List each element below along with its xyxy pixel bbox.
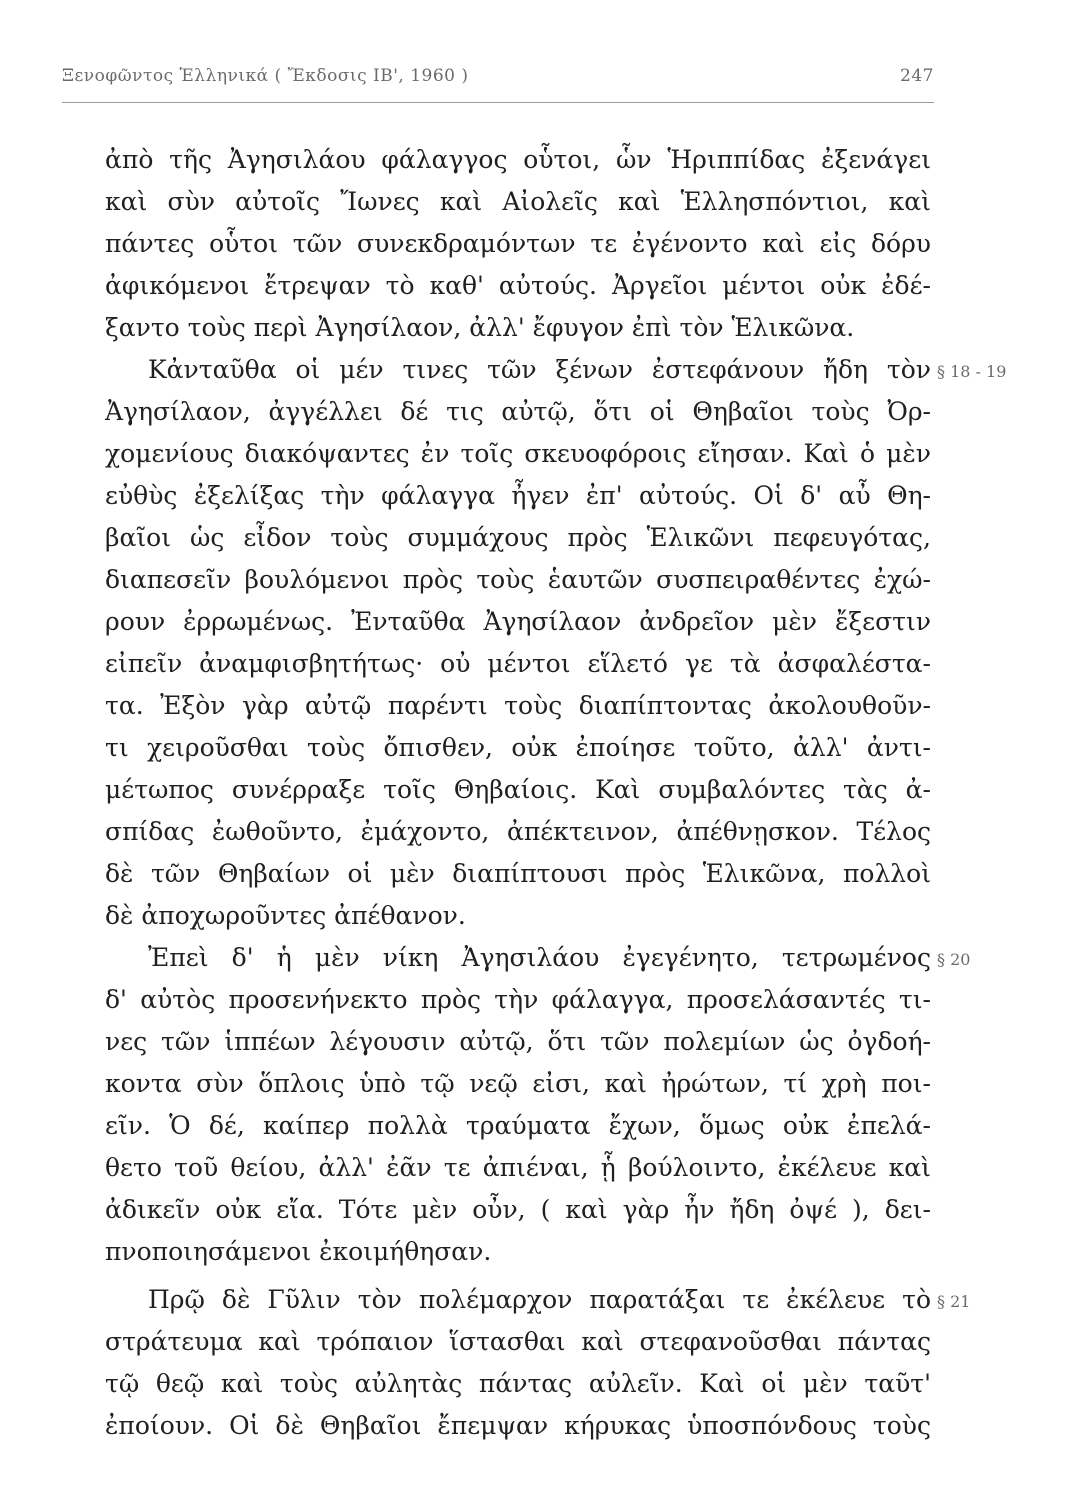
text-line: τῷ θεῷ καὶ τοὺς αὐλητὰς πάντας αὐλεῖν. Καὶ οἱ μὲν ταῦτ' [105,1369,931,1398]
text-line: ξαντο τοὺς περὶ Ἀγησίλαον, ἀλλ' ἔφυγον ἐπὶ τὸν Ἑλικῶνα. [105,313,855,342]
text-line: δὲ ἀποχωροῦντες ἀπέθανον. [105,901,466,930]
text-line: κοντα σὺν ὅπλοις ὑπὸ τῷ νεῷ εἰσι, καὶ ἠρώτων, τί χρὴ ποι- [105,1069,931,1098]
text-line: νες τῶν ἱππέων λέγουσιν αὐτῷ, ὅτι τῶν πολεμίων ὡς ὀγδοή- [105,1027,931,1056]
text-line: ἀπὸ τῆς Ἀγησιλάου φάλαγγος οὗτοι, ὧν Ἡριππίδας ἐξενάγει [105,145,931,174]
text-line: ἀδικεῖν οὐκ εἴα. Τότε μὲν οὖν, ( καὶ γὰρ ἦν ἤδη ὀψέ ), δει- [105,1195,931,1224]
text-line: Κἀνταῦθα οἱ μέν τινες τῶν ξένων ἐστεφάνουν ἤδη τὸν [148,355,931,384]
text-line: καὶ σὺν αὐτοῖς Ἴωνες καὶ Αἰολεῖς καὶ Ἑλλησπόντιοι, καὶ [105,187,931,216]
text-line: ἐποίουν. Οἱ δὲ Θηβαῖοι ἔπεμψαν κήρυκας ὑποσπόνδους τοὺς [105,1411,931,1440]
text-line: εἰπεῖν ἀναμφισβητήτως· οὐ μέντοι εἵλετό γε τὰ ἀσφαλέστα- [105,649,931,678]
text-line: Ἐπεὶ δ' ἡ μὲν νίκη Ἀγησιλάου ἐγεγένητο, τετρωμένος [148,943,931,972]
text-line: πνοποιησάμενοι ἐκοιμήθησαν. [105,1237,492,1266]
text-line: διαπεσεῖν βουλόμενοι πρὸς τοὺς ἑαυτῶν συσπειραθέντες ἐχώ- [105,565,931,594]
text-line: τι χειροῦσθαι τοὺς ὄπισθεν, οὐκ ἐποίησε τοῦτο, ἀλλ' ἀντι- [105,733,931,762]
section-marker: § 21 [937,1292,971,1311]
section-marker: § 20 [937,950,971,969]
text-line: ρουν ἐρρωμένως. Ἐνταῦθα Ἀγησίλαον ἀνδρεῖον μὲν ἔξεστιν [105,607,931,636]
text-line: δὲ τῶν Θηβαίων οἱ μὲν διαπίπτουσι πρὸς Ἑλικῶνα, πολλοὶ [105,859,931,888]
text-line: εὐθὺς ἐξελίξας τὴν φάλαγγα ἦγεν ἐπ' αὐτούς. Οἱ δ' αὖ Θη- [105,481,931,510]
text-line: τα. Ἐξὸν γὰρ αὐτῷ παρέντι τοὺς διαπίπτοντας ἀκολουθοῦν- [105,691,931,720]
text-line: μέτωπος συνέρραξε τοῖς Θηβαίοις. Καὶ συμβαλόντες τὰς ἀ- [105,775,931,804]
text-line: θετο τοῦ θείου, ἀλλ' ἐᾶν τε ἀπιέναι, ᾗ βούλοιντο, ἐκέλευε καὶ [105,1153,931,1182]
text-line: σπίδας ἐωθοῦντο, ἐμάχοντο, ἀπέκτεινον, ἀπέθνῃσκον. Τέλος [105,817,931,846]
text-line: εῖν. Ὁ δέ, καίπερ πολλὰ τραύματα ἔχων, ὅμως οὐκ ἐπελά- [105,1111,931,1140]
text-line: χομενίους διακόψαντες ἐν τοῖς σκευοφόροις εἴησαν. Καὶ ὁ μὲν [105,439,931,468]
text-line: βαῖοι ὡς εἶδον τοὺς συμμάχους πρὸς Ἑλικῶνι πεφευγότας, [105,523,931,552]
text-line: Ἀγησίλαον, ἀγγέλλει δέ τις αὐτῷ, ὅτι οἱ Θηβαῖοι τοὺς Ὀρ- [105,397,931,426]
text-line: Πρῷ δὲ Γῦλιν τὸν πολέμαρχον παρατάξαι τε ἐκέλευε τὸ [148,1285,931,1314]
header-title: Ξενοφῶντος Ἑλληνικά ( Ἔκδοσις ΙΒ', 1960 ) [62,66,469,86]
page-number: 247 [900,66,934,86]
text-line: δ' αὐτὸς προσενήνεκτο πρὸς τὴν φάλαγγα, προσελάσαντές τι- [105,985,931,1014]
text-line: στράτευμα καὶ τρόπαιον ἵστασθαι καὶ στεφανοῦσθαι πάντας [105,1327,931,1356]
text-line: πάντες οὗτοι τῶν συνεκδραμόντων τε ἐγένοντο καὶ εἰς δόρυ [105,229,931,258]
text-line: ἀφικόμενοι ἔτρεψαν τὸ καθ' αὐτούς. Ἀργεῖοι μέντοι οὐκ ἐδέ- [105,271,931,300]
section-marker: § 18 - 19 [937,362,1007,381]
